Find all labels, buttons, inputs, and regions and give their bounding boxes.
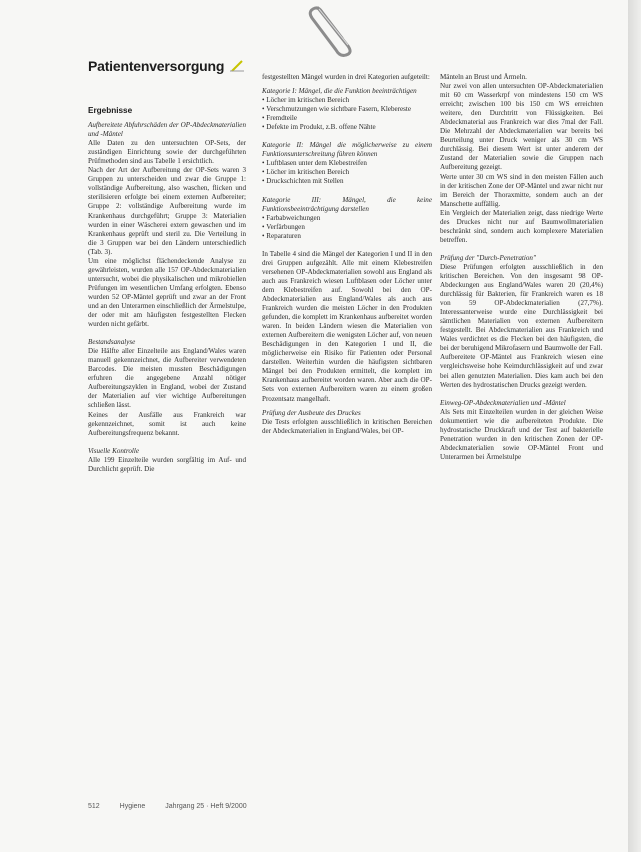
paragraph: Diese Prüfungen erfolgten ausschließlich in den kritischen Bereichen. Von den insgesamt 98 OP-Abdeckungen aus England/Wales waren 20 (20,4%) durchlässig für Bakterien, für Frankreich waren es 18 von 59 OP-Abdeckmaterialien (27,7%). Interessanterweise wurde eine Durchlässigkeit bei sämtlichen Materialien von externen Aufbereitern festgestellt. Bei Abdeckmaterialien aus Frankreich und Wales verdichtet es die Flecken bei den häufigsten, die bei der beruhigend Mikrofasern und Baumwolle der Fall. [440, 262, 603, 353]
column-left [88, 106, 246, 474]
section-header [88, 58, 244, 76]
page-edge [628, 0, 641, 852]
column-middle [262, 73, 432, 436]
paragraph: Mänteln an Brust und Ärmeln. [440, 73, 527, 81]
column-right [440, 73, 603, 462]
list-item: • Verschmutzungen wie sichtbare Fasern, Klebereste [262, 105, 432, 114]
paragraph: Keines der Ausfälle aus Frankreich war gekennzeichnet, somit ist auch keine Aufbereitungsfrequenz bekannt. [88, 410, 246, 437]
page-footer [88, 803, 265, 810]
paragraph: Um eine möglichst flächendeckende Analyse zu gewährleisten, wurden alle 157 OP-Abdeckmaterialien untersucht, wobei die physikalischen und mikrobiellen Prüfungen im wesentlichen Umfang erfolgten. Ebenso wurden 52 OP-Mäntel geprüft und zwar an der Front und an den Unterarmen einschließlich der Ärmelstulpe, der oder mit am häufigsten festgestellten Flecken wurden nicht gefärbt. [88, 256, 246, 329]
list-item: • Druckschichten mit Stellen [262, 177, 432, 186]
journal-name: Hygiene [119, 803, 146, 810]
paragraph: festgestellten Mängel wurden in drei Kategorien aufgeteilt: [262, 73, 430, 81]
paragraph: Alle 199 Einzelteile wurden sorgfältig im Auf- und Durchlicht geprüft. Die [88, 455, 246, 473]
page-number: 512 [88, 803, 100, 810]
paragraph: Als Sets mit Einzelteilen wurden in der gleichen Weise dokumentiert wie die aufbereiteten Produkte. Die hydrostatische Druckkraft und der Test auf bakterielle Penetration wurden in den kritischen Zonen der OP-Abdeckmaterialien sowie OP-Mäntel Front und Unterarmen bei Ärmelstulpe [440, 407, 603, 461]
subsection-title: Aufbereitete Abfuhrschäden der OP-Abdeckmaterialien und -Mäntel [88, 121, 246, 139]
paragraph: Aufbereitete OP-Mäntel aus Frankreich wiesen eine vergleichsweise hohe Keimdurchlässigkeit auf und zwar bei allen genutzten Materialien. Dies kam auch bei den Werten des hydrostatischen Drucks gezeigt werden. [440, 353, 603, 389]
list-item: • Reparaturen [262, 232, 432, 241]
paragraph: Alle Daten zu den untersuchten OP-Sets, der zuständigen Einrichtung sowie der durchgeführten Prüfmethoden sind aus Tabelle 1 ersichtlich. [88, 139, 246, 166]
subsection-title: Bestandsanalyse [88, 338, 136, 347]
page-title: Patientenversorgung [88, 58, 225, 74]
slash-logo-icon [230, 60, 244, 72]
category-title: Kategorie II: Mängel die möglicherweise zu einem Funktionsunterschreitung führen können [262, 141, 432, 159]
paragraph: In Tabelle 4 sind die Mängel der Kategorien I und II in den drei Gruppen aufgezählt. Alle mit einem Klebestreifen versehenen OP-Abdeckmaterialien sowohl aus England als auch aus Frankreich wiesen Luftblasen oder Löcher unter dem Klebestreifen auf. Sowohl bei den OP-Abdeckmaterialien aus England/Wales als auch aus Frankreich wurden die meisten Löcher in den Produkten gefunden, die komplett im Krankenhaus aufbereitet worden waren. In beiden Ländern wiesen die Materialien von externen Aufbereitern die wenigsten Löcher auf, von neuen Beschädigungen in den Kategorien I und II, die möglicherweise ein Risiko für Patienten oder Personal darstellen. Weiterhin wurden die häufigsten sichtbaren Mängel bei den Produkten ermittelt, die komplett im Krankenhaus aufbereitet worden waren. Aber auch die OP-Sets von externen Aufbereitern waren zu einem großen Prozentsatz mangelhaft. [262, 249, 432, 403]
paragraph: Die Hälfte aller Einzelteile aus England/Wales waren manuell gekennzeichnet, die Aufbereiter verwendeten Barcodes. Die meisten mussten Beschädigungen erfuhren die angegebene Anzahl nötiger Aufbereitungszyklen in England, wobei der Zustand der Materialien auf vier wichtige Aufbereitungen schließen lässt. [88, 347, 246, 410]
category-title: Kategorie III: Mängel, die keine Funktionsbeeinträchtigung darstellen [262, 195, 432, 213]
subsection-title: Prüfung der "Durch-Penetration" [440, 253, 536, 262]
category-list [262, 159, 432, 186]
category-title: Kategorie I: Mängel, die die Funktion beeinträchtigen [262, 87, 417, 96]
paragraph: Die Tests erfolgten ausschließlich in kritischen Bereichen der Abdeckmaterialien in England/Wales, bei OP- [262, 417, 432, 435]
paper-clip-icon [300, 0, 370, 58]
paragraph: Werte unter 30 cm WS sind in den meisten Fällen auch in der kritischen Zone der OP-Mäntel und zwar nicht nur im Bereich der Thoraxmitte, sondern auch an der Manschette auffällig. [440, 172, 603, 208]
paragraph: Nach der Art der Aufbereitung der OP-Sets waren 3 Gruppen zu unterscheiden und zwar die Gruppe 1: vollständige Aufbereitung, also waschen, flicken und sterilisieren erfolgte bei einem externen Aufbereiter; Gruppe 2: vollständige Aufbereitung wurde im Krankenhaus durchgeführt; Gruppe 3: Materialien wurden in einer Wäscherei extern gewaschen und im Krankenhaus geprüft und steril zu. Die Verteilung in die 3 Gruppen war bei den Ländern unterschiedlich (Tab. 3). [88, 166, 246, 256]
paragraph: Ein Vergleich der Materialien zeigt, dass niedrige Werte des Druckes nicht nur auf Baumwollmaterialien beschränkt sind, sondern auch komplexere Materialien betreffen. [440, 208, 603, 244]
category-list [262, 214, 432, 241]
list-item: • Defekte im Produkt, z.B. offene Nähte [262, 123, 432, 132]
subsection-title: Einweg-OP-Abdeckmaterialien und -Mäntel [440, 398, 566, 407]
list-item: • Löcher im kritischen Bereich [262, 168, 432, 177]
category-list [262, 96, 432, 132]
section-heading: Ergebnisse [88, 106, 133, 115]
subsection-title: Visuelle Kontrolle [88, 446, 140, 455]
journal-issue: Jahrgang 25 · Heft 9/2000 [165, 803, 247, 810]
list-item: • Löcher im kritischen Bereich [262, 96, 432, 105]
list-item: • Farbabweichungen [262, 214, 432, 223]
paragraph: Nur zwei von allen untersuchten OP-Abdeckmaterialien mit 60 cm Wasserkrpf von mindestens 150 cm WS erreicht; zwischen 100 bis 150 cm WS erreichten weitere, den Durchtritt von Flüssigkeiten. Bei Abdeckmaterial aus Frankreich war dies 7mal der Fall. Die Mehrzahl der Abdeckmaterialien war bereits bei Beurteilung unter Druck weniger als 30 cm WS durchlässig. Bei diesem Wert ist unter anderem der Zustand der Materialien sowie die Gruppen nach Aufbereitung gezeigt. [440, 82, 603, 172]
subsection-title: Prüfung der Ausbeute des Druckes [262, 408, 361, 417]
list-item: • Fremdteile [262, 114, 432, 123]
list-item: • Verfärbungen [262, 223, 432, 232]
list-item: • Luftblasen unter dem Klebestreifen [262, 159, 432, 168]
